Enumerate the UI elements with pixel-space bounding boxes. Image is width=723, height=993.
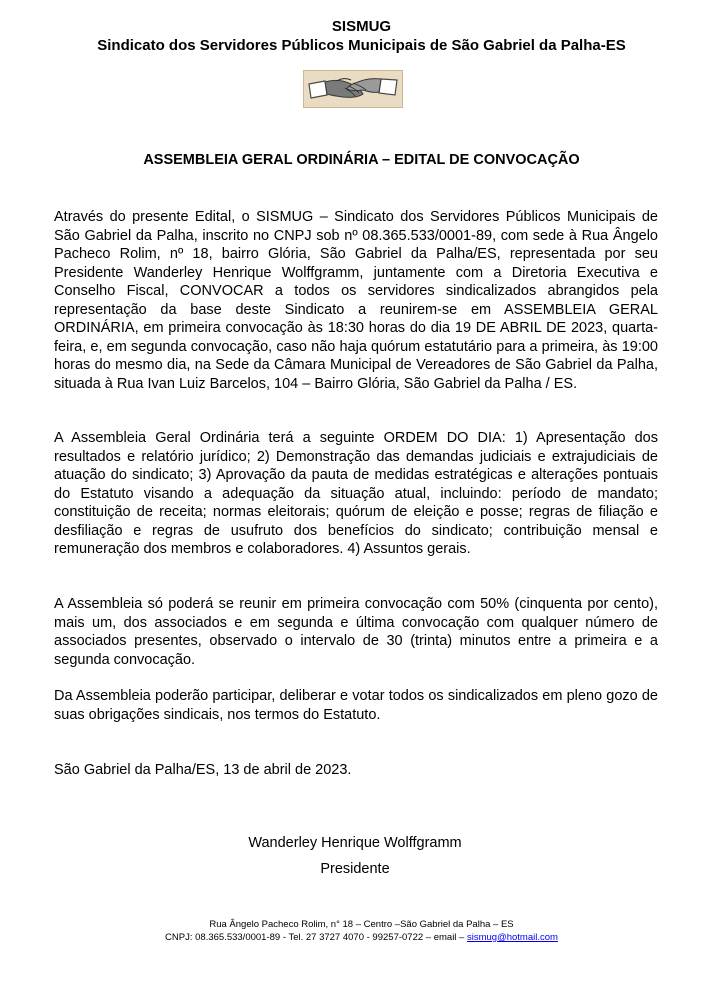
footer-contact-text: CNPJ: 08.365.533/0001-89 - Tel. 27 3727 4070 - 99257-0722 – email – bbox=[165, 932, 467, 943]
signatory-role: Presidente bbox=[320, 861, 390, 877]
footer-contact bbox=[0, 932, 723, 944]
date-line: São Gabriel da Palha/ES, 13 de abril de 2023. bbox=[54, 762, 352, 778]
handshake-icon bbox=[303, 70, 403, 108]
paragraph-agenda: A Assembleia Geral Ordinária terá a seguinte ORDEM DO DIA: 1) Apresentação dos resultados e relatório jurídico; 2) Demonstração das demandas judiciais e extrajudiciais de atuação do sindicato; 3) Aprovação da pauta de medidas estratégicas e alterações pontuais do Estatuto visando a adequação da situação atual, incluindo: período de mandato; constituição de receita; normas eleitorais; quórum de eleição e posse; regras de filiação e desfiliação e regras de usufruto dos benefícios do sindicato; contribuição mensal e remuneração dos membros e colaboradores. 4) Assuntos gerais. bbox=[54, 430, 658, 557]
org-full-name: Sindicato dos Servidores Públicos Municipais de São Gabriel da Palha-ES bbox=[97, 37, 626, 54]
paragraph-participation: Da Assembleia poderão participar, deliberar e votar todos os sindicalizados em pleno gozo de suas obrigações sindicais, nos termos do Estatuto. bbox=[54, 688, 658, 723]
footer-address: Rua Ângelo Pacheco Rolim, n° 18 – Centro –São Gabriel da Palha – ES bbox=[209, 919, 514, 930]
paragraph-convocation: Através do presente Edital, o SISMUG – Sindicato dos Servidores Públicos Municipais de São Gabriel da Palha, inscrito no CNPJ sob nº 08.365.533/0001-89, com sede à Rua Ângelo Pacheco Rolim, nº 18, bairro Glória, São Gabriel da Palha/ES, representada por seu Presidente Wanderley Henrique Wolffgramm, juntamente com a Diretoria Executiva e Conselho Fiscal, CONVOCAR a todos os servidores sindicalizados abrangidos pela representação da base deste Sindicato a reunirem-se em ASSEMBLEIA GERAL ORDINÁRIA, em primeira convocação às 18:30 horas do dia 19 DE ABRIL DE 2023, quarta-feira, e, em segunda convocação, caso não haja quórum estatutário para a primeira, às 19:00 horas do mesmo dia, na Sede da Câmara Municipal de Vereadores de São Gabriel da Palha, situada à Rua Ivan Luiz Barcelos, 104 – Bairro Glória, São Gabriel da Palha / ES. bbox=[54, 209, 658, 392]
signatory-name: Wanderley Henrique Wolffgramm bbox=[248, 835, 462, 851]
email-link[interactable]: sismug@hotmail.com bbox=[466, 932, 558, 943]
document-title: ASSEMBLEIA GERAL ORDINÁRIA – EDITAL DE CONVOCAÇÃO bbox=[143, 152, 580, 168]
org-name: SISMUG bbox=[331, 18, 392, 35]
paragraph-quorum: A Assembleia só poderá se reunir em primeira convocação com 50% (cinquenta por cento), mais um, dos associados e em segunda e última convocação com qualquer número de associados presentes, observado o intervalo de 30 (trinta) minutos entre a primeira e a segunda convocação. bbox=[54, 596, 658, 668]
